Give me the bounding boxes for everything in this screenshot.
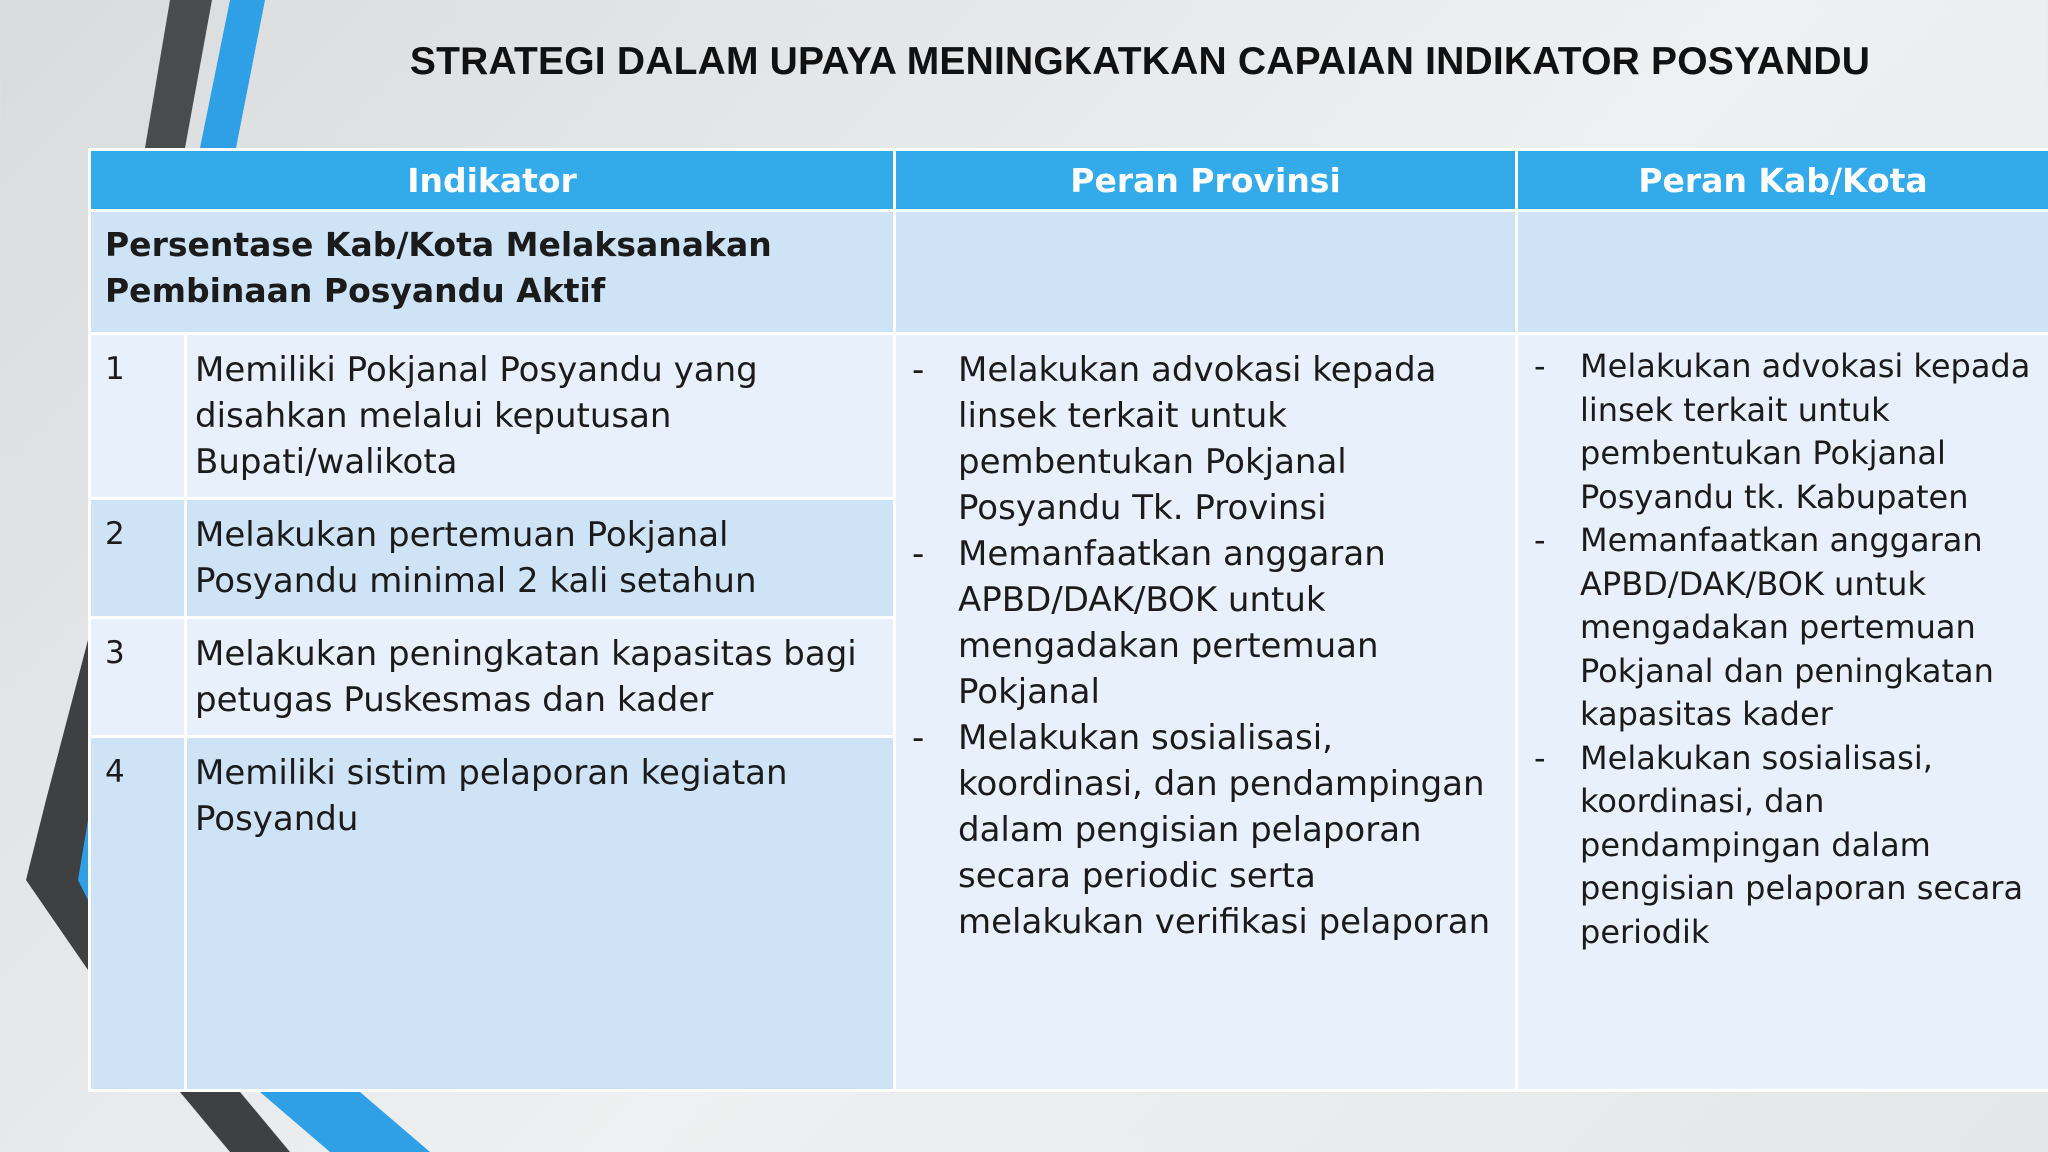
- header-indikator: Indikator: [90, 150, 895, 211]
- row-number: 1: [90, 334, 186, 499]
- list-item-text: Melakukan advokasi kepada linsek terkait untuk pembentukan Pokjanal Posyandu Tk. Provinsi: [958, 350, 1437, 528]
- row-number: 2: [90, 499, 186, 618]
- bullet-dash: -: [1534, 347, 1546, 385]
- list-item-text: Memanfaatkan anggaran APBD/DAK/BOK untuk mengadakan pertemuan Pokjanal dan peningkatan kapasitas kader: [1580, 521, 1994, 733]
- list-item-text: Melakukan sosialisasi, koordinasi, dan pendampingan dalam pengisian pelaporan secara periodic serta melakukan verifikasi pelaporan: [958, 718, 1491, 942]
- list-item-text: Melakukan sosialisasi, koordinasi, dan pendampingan dalam pengisian pelaporan secara periodik: [1580, 738, 2024, 951]
- row-text: Memiliki sistim pelaporan kegiatan Posyandu: [186, 737, 895, 1091]
- row-text: Memiliki Pokjanal Posyandu yang disahkan melalui keputusan Bupati/walikota: [186, 334, 895, 499]
- blank-cell-provinsi: [895, 211, 1517, 334]
- row-number: 4: [90, 737, 186, 1091]
- bullet-dash: -: [912, 534, 925, 574]
- blank-cell-kab-kota: [1517, 211, 2048, 334]
- list-item: [1532, 519, 2034, 737]
- bullet-dash: -: [912, 718, 925, 758]
- indicator-heading-row: [90, 211, 2048, 334]
- list-item: [910, 715, 1501, 945]
- row-number: 3: [90, 618, 186, 737]
- list-item: [910, 531, 1501, 715]
- bullet-dash: -: [1534, 521, 1546, 559]
- blue-stripe-bottom: [260, 1092, 430, 1152]
- dark-stripe-top: [145, 0, 212, 148]
- dark-arrow-left: [26, 640, 88, 970]
- list-item: [1532, 737, 2034, 955]
- header-row: [90, 150, 2048, 211]
- header-peran-kab-kota: Peran Kab/Kota: [1517, 150, 2048, 211]
- bullet-dash: -: [1534, 738, 1546, 777]
- list-item-text: Memanfaatkan anggaran APBD/DAK/BOK untuk mengadakan pertemuan Pokjanal: [958, 534, 1386, 712]
- row-text: Melakukan pertemuan Pokjanal Posyandu minimal 2 kali setahun: [186, 499, 895, 618]
- indicator-heading: Persentase Kab/Kota Melaksanakan Pembinaan Posyandu Aktif: [90, 211, 895, 334]
- page-title: STRATEGI DALAM UPAYA MENINGKATKAN CAPAIAN INDIKATOR POSYANDU: [409, 40, 1871, 83]
- list-item-text: Melakukan advokasi kepada linsek terkait untuk pembentukan Pokjanal Posyandu tk. Kabupaten: [1580, 347, 2031, 516]
- blue-stripe-top: [200, 0, 265, 148]
- row-text: Melakukan peningkatan kapasitas bagi petugas Puskesmas dan kader: [186, 618, 895, 737]
- strategy-table: [88, 148, 2048, 1092]
- list-item: [1532, 345, 2034, 519]
- list-item: [910, 347, 1501, 531]
- header-peran-provinsi: Peran Provinsi: [895, 150, 1517, 211]
- bullet-dash: -: [912, 350, 925, 390]
- table-row: [90, 334, 2048, 499]
- peran-provinsi-cell: [895, 334, 1517, 1091]
- peran-kab-kota-cell: [1517, 334, 2048, 1091]
